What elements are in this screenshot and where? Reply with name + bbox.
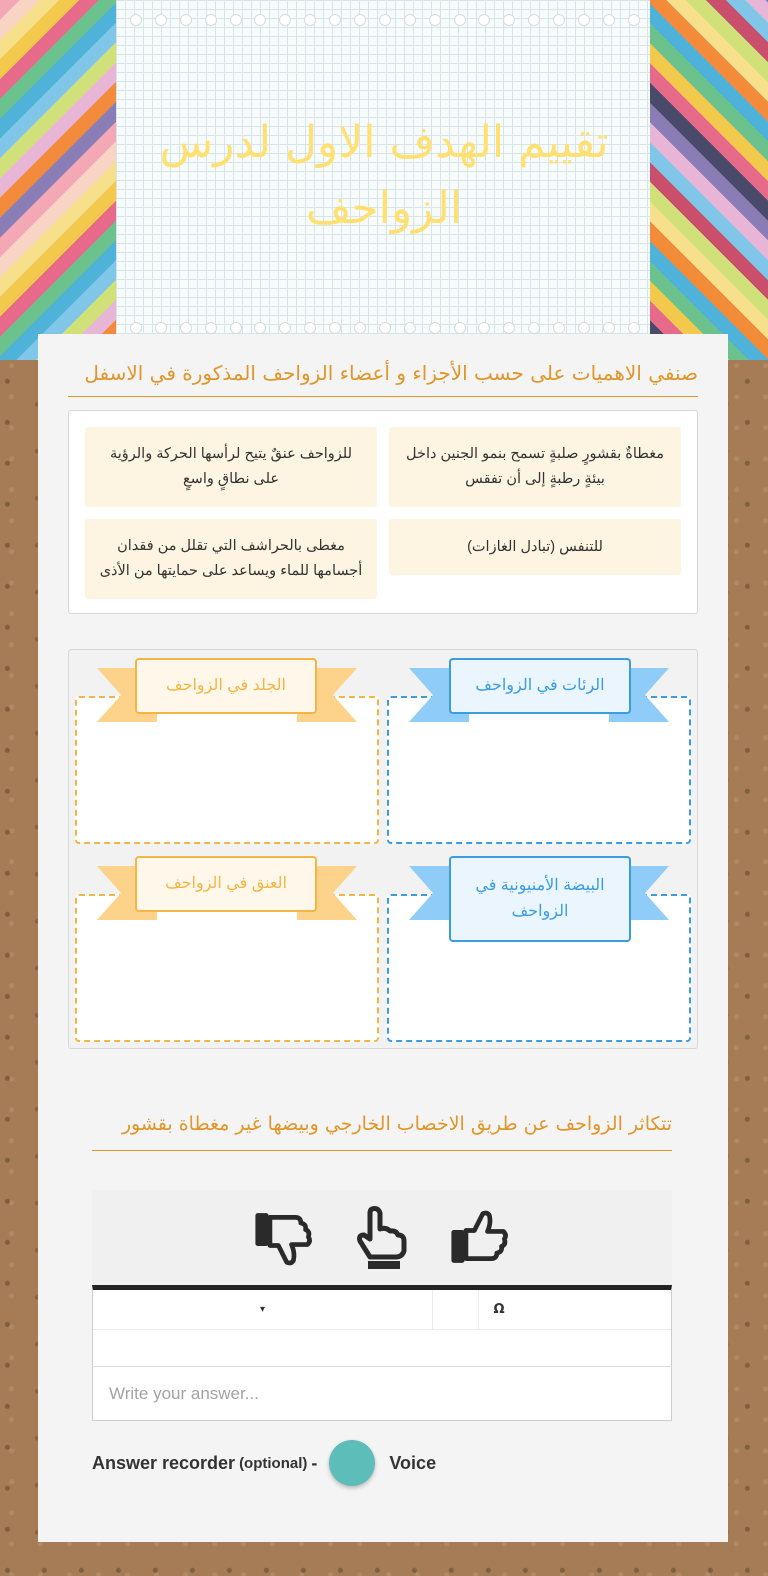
thumbs-up-icon[interactable] xyxy=(450,1208,510,1268)
recorder-optional: (optional) xyxy=(239,1454,308,1472)
draggable-item[interactable]: للزواحف عنقٌ يتيح لرأسها الحركة والرؤية على نطاقٍ واسعٍ xyxy=(85,427,377,507)
draggable-item[interactable]: مغطاةٌ بقشورٍ صلبةٍ تسمح بنمو الجنين داخل بيئةٍ رطبةٍ إلى أن تفقس xyxy=(389,427,681,507)
chevron-pattern-left xyxy=(0,0,116,360)
draggable-item[interactable]: للتنفس (تبادل الغازات) xyxy=(389,519,681,575)
editor-content-area[interactable] xyxy=(93,1330,671,1366)
answer-input[interactable] xyxy=(92,1366,672,1421)
chevron-pattern-right xyxy=(650,0,768,360)
special-characters-button[interactable]: Ω xyxy=(493,1302,505,1317)
category-label-skin: الجلد في الزواحف xyxy=(135,658,317,714)
question-2-title: تتكاثر الزواحف عن طريق الاخصاب الخارجي وبيضها غير مغطاة بقشور xyxy=(92,1112,672,1151)
voice-label: Voice xyxy=(389,1452,437,1473)
format-dropdown[interactable] xyxy=(93,1290,433,1329)
thumbs-down-icon[interactable] xyxy=(254,1208,314,1268)
category-label-neck: العنق في الزواحف xyxy=(135,856,317,912)
chevron-down-icon: ▾ xyxy=(259,1304,266,1315)
pointing-hand-icon[interactable] xyxy=(352,1208,412,1268)
drop-zones-container xyxy=(68,649,698,1049)
reaction-bar xyxy=(92,1190,672,1286)
category-label-amniotic-egg: البيضة الأمنيونية في الزواحف xyxy=(449,856,631,942)
editor-toolbar xyxy=(93,1290,671,1330)
notebook-holes-top xyxy=(130,14,640,28)
record-button[interactable] xyxy=(329,1440,375,1486)
category-label-lungs: الرئات في الزواحف xyxy=(449,658,631,714)
worksheet-card xyxy=(38,334,728,1542)
recorder-label: Answer recorder xyxy=(92,1452,236,1473)
question-1-title: صنفي الاهميات على حسب الأجزاء و أعضاء الزواحف المذكورة في الاسفل xyxy=(68,360,698,397)
header-banner xyxy=(0,0,768,360)
toolbar-spacer xyxy=(433,1290,479,1329)
recorder-dash: - xyxy=(311,1452,318,1473)
answer-recorder xyxy=(92,1440,436,1486)
draggable-items-bank xyxy=(68,410,698,614)
draggable-item[interactable]: مغطى بالحراشف التي تقلل من فقدان أجسامها للماء ويساعد على حمايتها من الأذى xyxy=(85,519,377,599)
page-title: تقييم الهدف الاول لدرس الزواحف xyxy=(159,117,609,234)
